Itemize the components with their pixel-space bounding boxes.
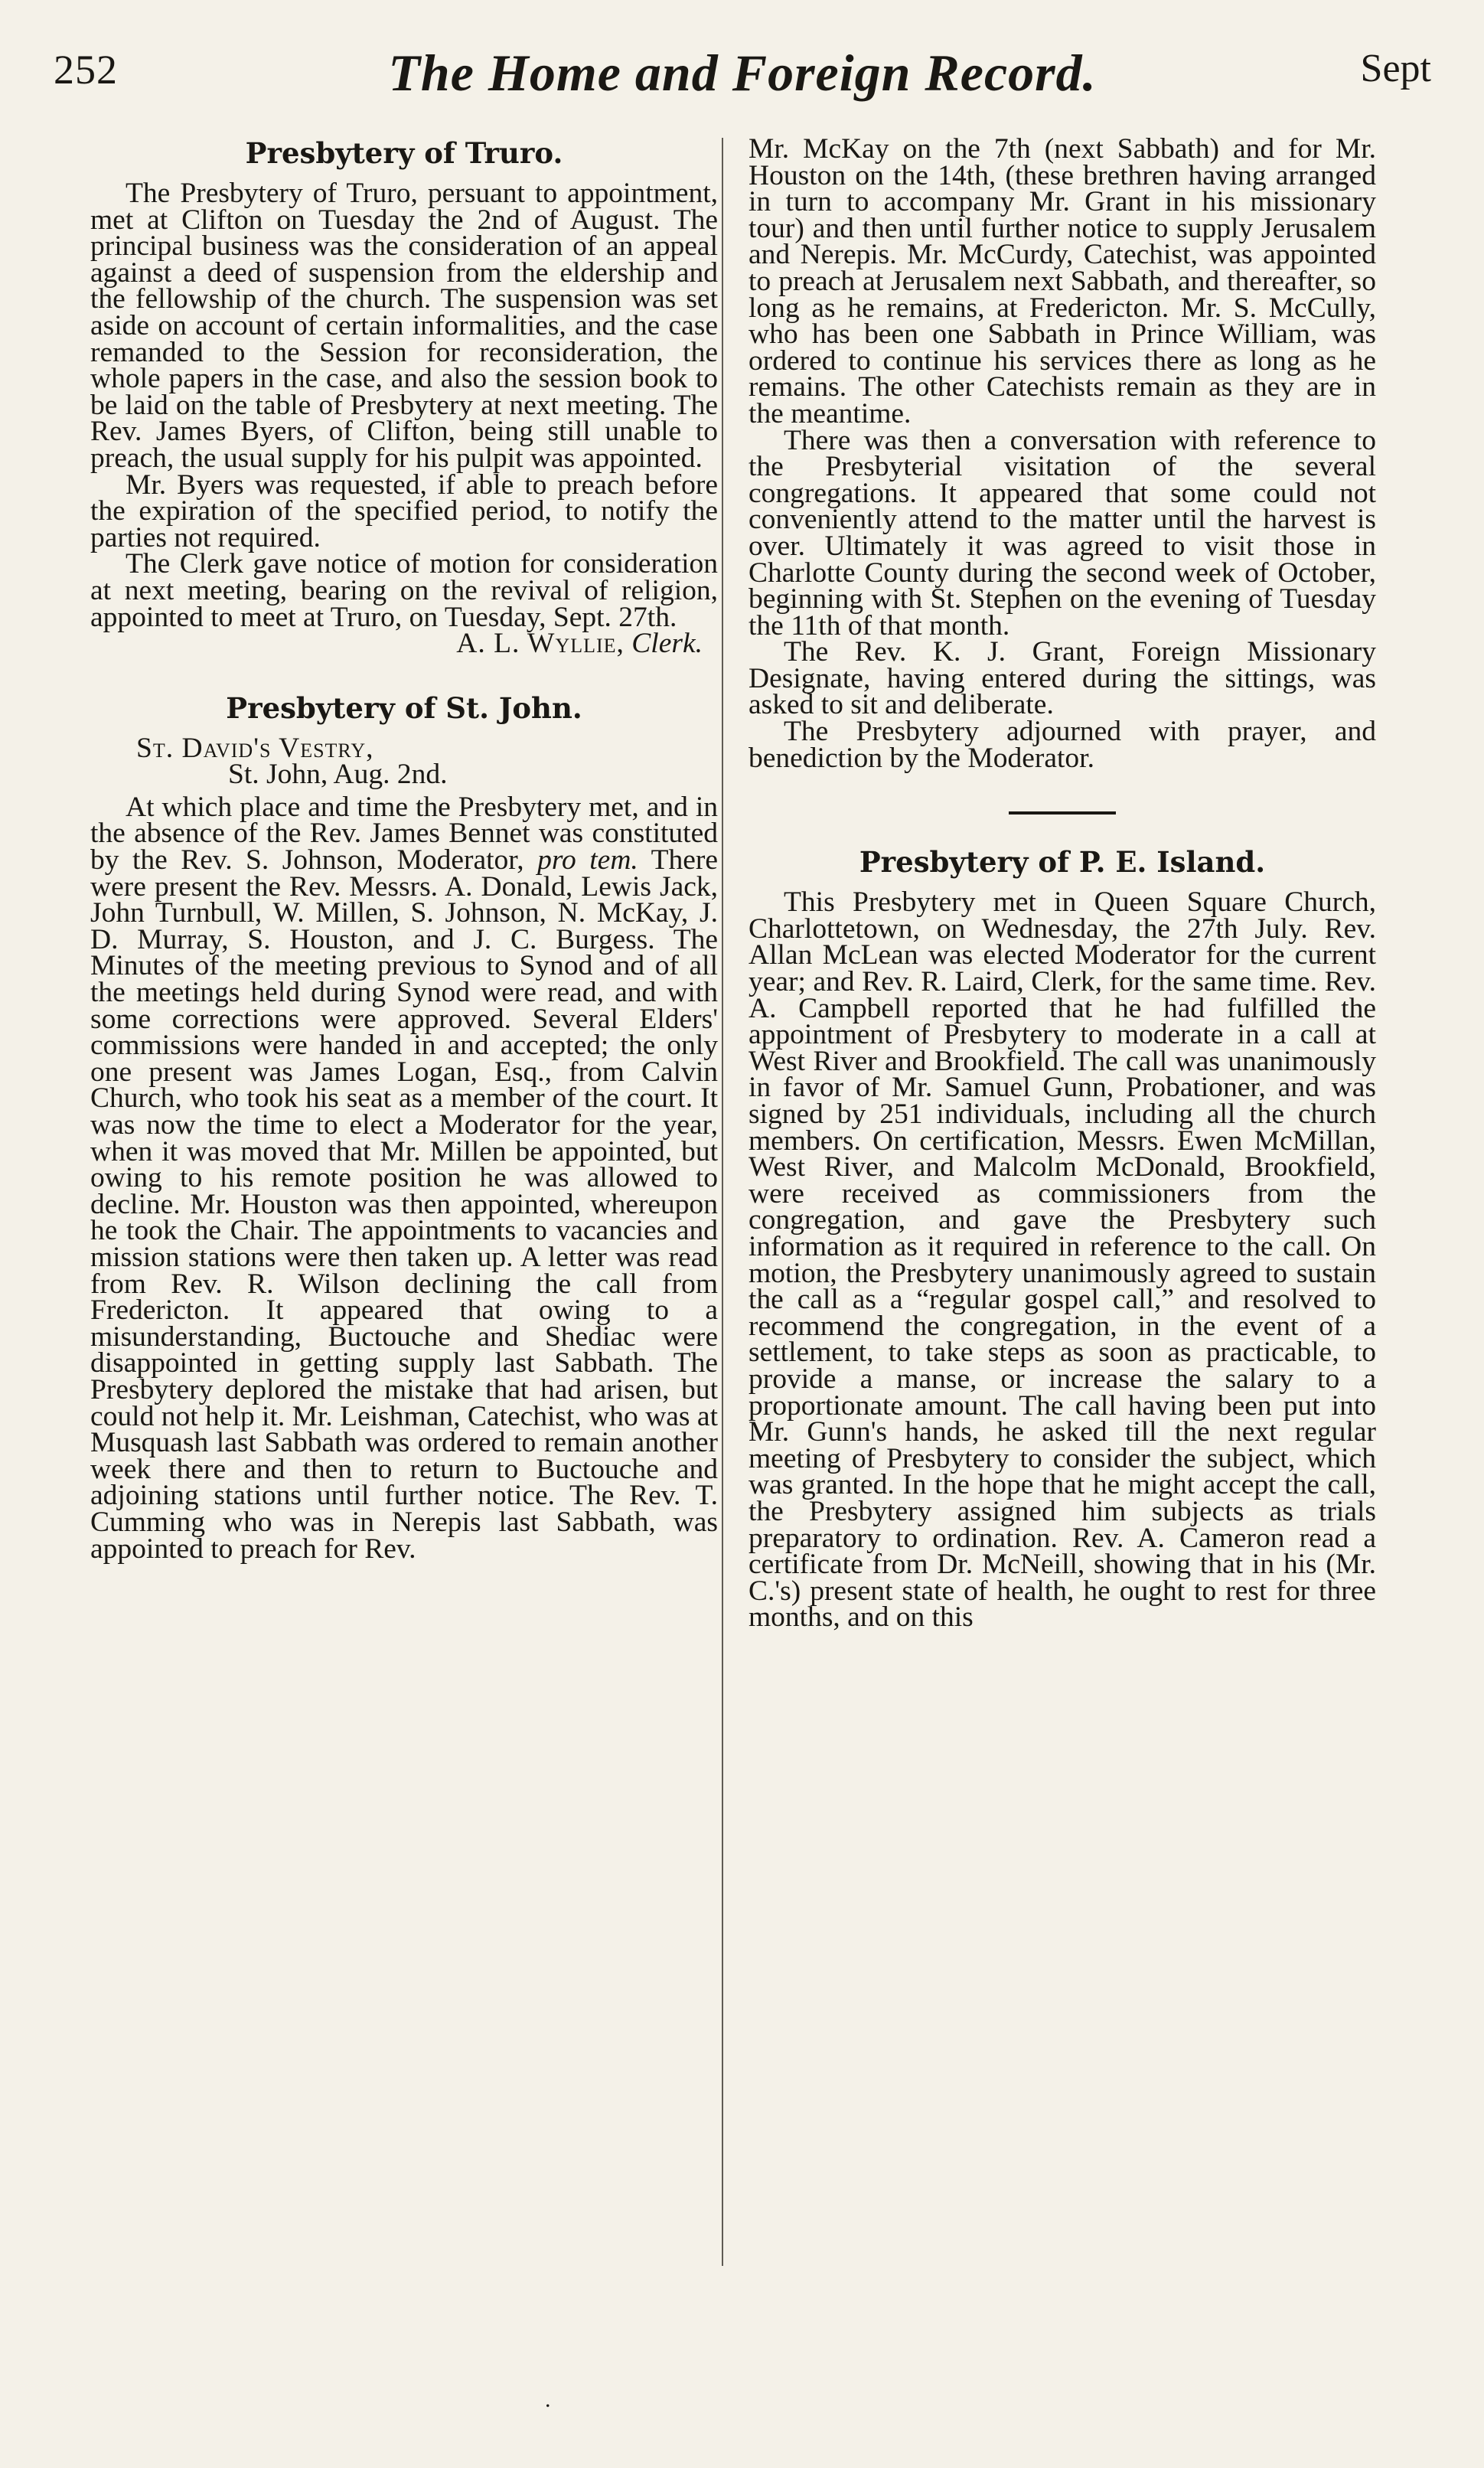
signature-name: A. L. Wyllie, xyxy=(456,628,625,660)
heading-st-john: Presbytery of St. John. xyxy=(226,690,582,725)
st-john-cont-paragraph-3: The Rev. K. J. Grant, Foreign Missionary Designate, having entered during the sittings, was asked to sit and deliberate. xyxy=(749,636,1376,721)
dateline xyxy=(90,732,718,791)
page-number: 252 xyxy=(54,47,118,93)
truro-paragraph-1: The Presbytery of Truro, persuant to appointment, met at Clifton on Tuesday the 2nd of August. The principal business was the consideration of an appeal against a deed of suspension from the eldership and the fellowship of the church. The suspension was set aside on account of certain informalities, and the case remanded to the Session for reconsideration, the whole papers in the case, and also the session book to be laid on the table of Presbytery at next meeting. The Rev. James Byers, of Clifton, being still unable to preach, the usual supply for his pulpit was appointed. xyxy=(90,178,718,474)
dateline-date: St. John, Aug. 2nd. xyxy=(228,759,448,791)
column-divider xyxy=(722,138,723,2266)
dateline-place: St. David's Vestry, xyxy=(136,732,374,764)
st-john-p1-part-a: At which place and time the Presbytery met, and in the absence of the Rev. James Bennet was constituted by the Rev. S. Johnson, Moderator, xyxy=(90,791,718,877)
left-column xyxy=(90,136,719,1565)
article-presbytery-of-pei xyxy=(749,845,1376,1634)
signature-role: Clerk. xyxy=(631,628,703,660)
article-presbytery-of-st-john xyxy=(90,690,719,1565)
st-john-cont-paragraph-4: The Presbytery adjourned with prayer, and benediction by the Moderator. xyxy=(749,716,1376,774)
truro-signature xyxy=(90,628,718,660)
st-john-p1-part-b: There were present the Rev. Messrs. A. Donald, Lewis Jack, John Turnbull, W. Millen, S. Johnson, N. McKay, J. D. Murray, S. Houston, and J. C. Burgess. The Minutes of the meeting previous to Synod and of all the meetings held during Synod were read, and with some corrections were approved. Several Elders' commissions were handed in and accepted; the only one present was James Logan, Esq., from Calvin Church, who took his seat as a member of the court. It was now the time to elect a Moderator for the year, when it was moved that Mr. Millen be appointed, but owing to his remote position he was allowed to decline. Mr. Houston was then appointed, whereupon he took the Chair. The appointments to vacancies and mission stations were then taken up. A letter was read from Rev. R. Wilson declining the call from Fredericton. It appeared that owing to a misunderstanding, Buctouche and Shediac were disappointed in getting supply last Sabbath. The Presbytery deplored the mistake that had arisen, but could not help it. Mr. Leishman, Catechist, who was at Musquash last Sabbath was ordered to remain another week there and then to return to Buctouche and adjoining stations until further notice. The Rev. T. Cumming who was in Nerepis last Sabbath, was appointed to preach for Rev. xyxy=(90,844,719,1565)
heading-truro: Presbytery of Truro. xyxy=(245,136,563,170)
pro-tem-italic: pro tem. xyxy=(537,844,638,877)
journal-title: The Home and Foreign Record. xyxy=(388,44,1097,102)
pei-paragraph-1: This Presbytery met in Queen Square Church, Charlottetown, on Wednesday, the 27th July. Rev. Allan McLean was elected Moderator for the current year; and Rev. R. Laird, Clerk, for the same time. Rev. A. Campbell reported that he had fulfilled the appointment of Presbytery to moderate in a call at West River and Brookfield. The call was unanimously in favor of Mr. Samuel Gunn, Probationer, and was signed by 251 individuals, including all the church members. On certification, Messrs. Ewen McMillan, West River, and Malcolm McDonald, Brookfield, were received as commissioners from the congregation, and gave the Presbytery such information as it required in reference to the call. On motion, the Presbytery unanimously agreed to sustain the call as a “regular gospel call,” and resolved to recommend the congregation, in the event of a settlement, to take steps as soon as practicable, to provide a manse, or increase the salary to a proportionate amount. The call having been put into Mr. Gunn's hands, he asked till the next regular meeting of Presbytery to consider the subject, which was granted. In the hope that he might accept the call, the Presbytery assigned him subjects as trials preparatory to ordination. Rev. A. Cameron read a certificate from Dr. McNeill, showing that in his (Mr. C.'s) present state of health, he ought to rest for three months, and on this xyxy=(749,886,1376,1634)
right-column xyxy=(749,133,1376,1634)
st-john-cont-paragraph-2: There was then a conversation with reference to the Presbyterial visitation of the several congregations. It appeared that some could not conveniently attend to the matter until the harvest is over. Ultimately it was agreed to visit those in Charlotte County during the second week of October, beginning with St. Stephen on the evening of Tuesday the 11th of that month. xyxy=(749,424,1376,641)
page-header xyxy=(54,46,1431,122)
article-presbytery-of-truro xyxy=(90,136,718,658)
st-john-cont-paragraph-1: Mr. McKay on the 7th (next Sabbath) and for Mr. Houston on the 14th, (these brethren having arranged in turn to accompany Mr. Grant in his missionary tour) and then until further notice to supply Jerusalem and Nerepis. Mr. McCurdy, Catechist, was appointed to preach at Jerusalem next Sabbath, and thereafter, so long as he remains, at Fredericton. Mr. S. McCully, who has been one Sabbath in Prince William, was ordered to continue his services there as long as he remains. The other Catechists remain as they are in the meantime. xyxy=(749,133,1376,429)
heading-pei: Presbytery of P. E. Island. xyxy=(859,845,1266,880)
truro-paragraph-2: Mr. Byers was requested, if able to preach before the expiration of the specified period, to notify the parties not required. xyxy=(90,468,718,553)
st-john-paragraph-1 xyxy=(90,791,719,1565)
header-month: Sept xyxy=(1360,47,1431,90)
bottom-dot: . xyxy=(545,2387,551,2412)
article-st-john-continued xyxy=(749,133,1376,774)
section-rule xyxy=(1009,811,1116,815)
truro-paragraph-3: The Clerk gave notice of motion for consideration at next meeting, bearing on the revival of religion, appointed to meet at Truro, on Tuesday, Sept. 27th. xyxy=(90,548,718,633)
